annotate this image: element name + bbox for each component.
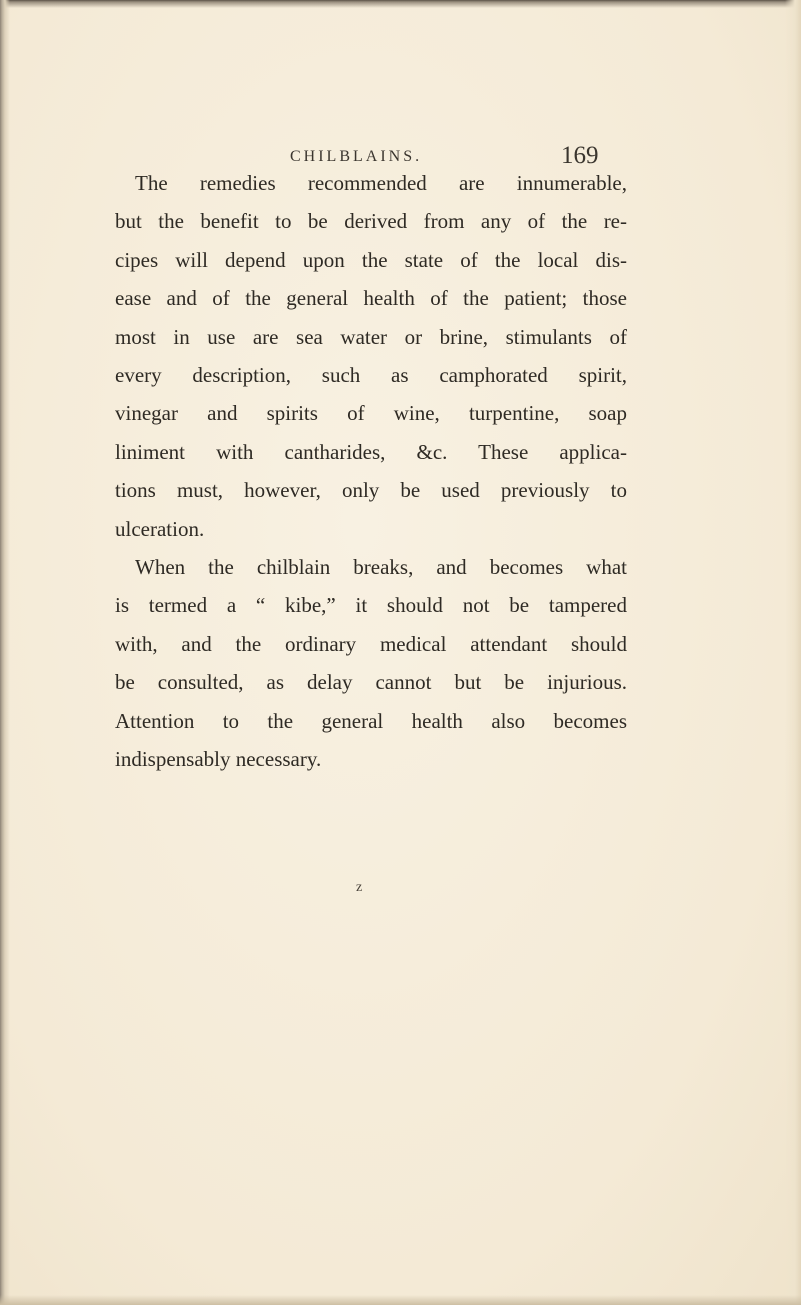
text-line: is termed a “ kibe,” it should not be tampered: [115, 593, 627, 618]
page-right-edge: [785, 0, 801, 1305]
running-head: CHILBLAINS.: [290, 148, 423, 165]
paragraph: [115, 164, 627, 548]
text-line: be consulted, as delay cannot but be injurious.: [115, 670, 627, 695]
body-text: [115, 164, 627, 779]
text-line: vinegar and spirits of wine, turpentine, soap: [115, 401, 627, 426]
text-line: liniment with cantharides, &c. These applica-: [115, 439, 627, 464]
page-bottom-edge: [0, 1295, 801, 1305]
signature-mark: z: [356, 880, 363, 895]
text-line: every description, such as camphorated spirit,: [115, 363, 627, 388]
text-line: ulceration.: [115, 516, 205, 541]
page-binding-edge: [0, 0, 10, 1305]
text-line: The remedies recommended are innumerable,: [135, 171, 627, 195]
page-top-edge: [0, 0, 801, 8]
text-line: most in use are sea water or brine, stimulants of: [115, 324, 627, 349]
text-line: tions must, however, only be used previously to: [115, 478, 627, 503]
paragraph: [115, 548, 627, 778]
text-line: cipes will depend upon the state of the local dis-: [115, 247, 627, 272]
text-line: Attention to the general health also becomes: [115, 708, 627, 733]
text-line: When the chilblain breaks, and becomes what: [135, 555, 627, 580]
text-line: but the benefit to be derived from any of the re-: [115, 209, 627, 234]
text-line: indispensably necessary.: [115, 747, 322, 772]
text-line: with, and the ordinary medical attendant should: [115, 631, 627, 656]
text-line: ease and of the general health of the patient; those: [115, 286, 627, 311]
page-number: 169: [561, 142, 599, 169]
